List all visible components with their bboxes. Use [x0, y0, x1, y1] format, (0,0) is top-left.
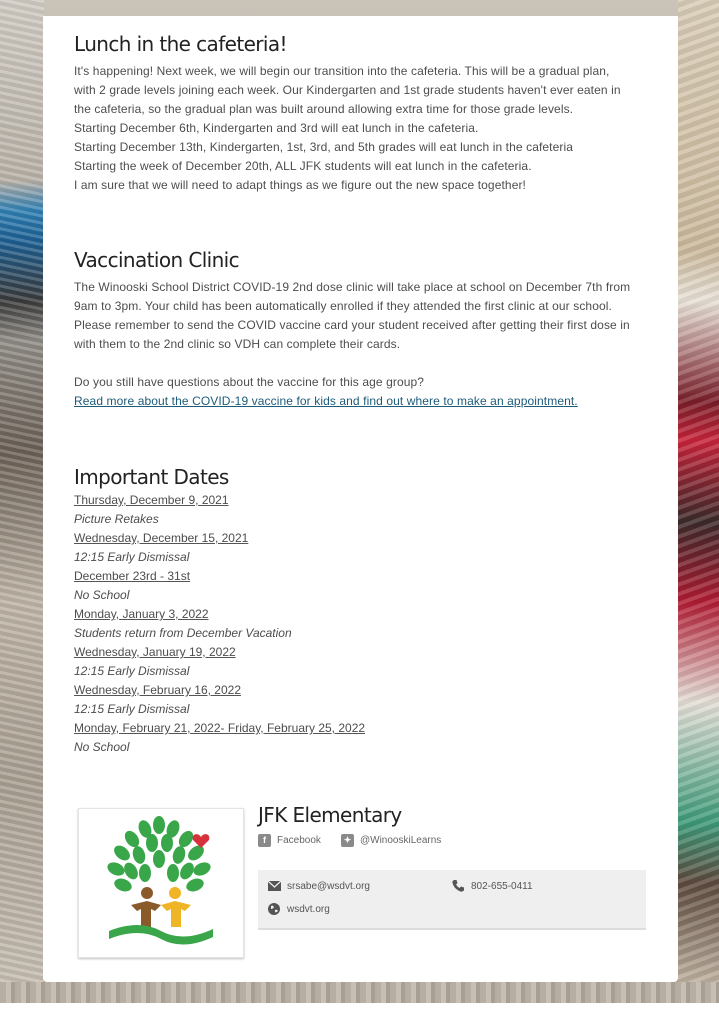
twitter-link[interactable] [341, 834, 441, 847]
event-item: No School [74, 588, 130, 602]
event-item: Students return from December Vacation [74, 626, 292, 640]
website-contact[interactable] [267, 903, 330, 915]
vaccination-line: The Winooski School District COVID-19 2nd dose clinic will take place at school on December 7th from [74, 280, 631, 294]
lunch-line: with 2 grade levels joining each week. Our Kindergarten and 1st grade students haven't ever eaten in [74, 83, 621, 97]
event-item: No School [74, 740, 130, 754]
important-dates-heading: Important Dates [74, 465, 229, 489]
email-text: srsabe@wsdvt.org [287, 880, 370, 892]
vaccination-section [74, 248, 630, 411]
school-logo [78, 808, 244, 958]
event-item: 12:15 Early Dismissal [74, 702, 190, 716]
lunch-heading: Lunch in the cafeteria! [74, 32, 287, 56]
lunch-line: I am sure that we will need to adapt things as we figure out the new space together! [74, 178, 526, 192]
facebook-link[interactable] [258, 834, 321, 847]
website-text: wsdvt.org [287, 903, 330, 915]
important-dates-section [74, 465, 365, 757]
email-contact[interactable] [267, 880, 370, 892]
background-pages-bottom [0, 982, 719, 1003]
lunch-section [74, 32, 621, 195]
lunch-line: It's happening! Next week, we will begin our transition into the cafeteria. This will be a gradual plan, [74, 64, 610, 78]
event-item: Picture Retakes [74, 512, 159, 526]
lunch-line: Starting December 13th, Kindergarten, 1st, 3rd, and 5th grades will eat lunch in the cafeteria [74, 140, 574, 154]
phone-icon [451, 880, 465, 892]
date-item[interactable]: Wednesday, January 19, 2022 [74, 645, 236, 659]
date-item[interactable]: Monday, January 3, 2022 [74, 607, 209, 621]
globe-icon [267, 903, 281, 915]
facebook-icon: f [258, 834, 271, 847]
date-item[interactable]: Monday, February 21, 2022- Friday, February 25, 2022 [74, 721, 366, 735]
date-item[interactable]: Thursday, December 9, 2021 [74, 493, 229, 507]
date-item[interactable]: December 23rd - 31st [74, 569, 191, 583]
phone-text: 802-655-0411 [471, 880, 533, 892]
event-item: 12:15 Early Dismissal [74, 550, 190, 564]
background-books-right [678, 0, 719, 1003]
background-books-left [0, 0, 44, 1003]
envelope-icon [267, 880, 281, 892]
lunch-line: Starting the week of December 20th, ALL JFK students will eat lunch in the cafeteria. [74, 159, 532, 173]
vaccination-line: 9am to 3pm. Your child has been automatically enrolled if they attended the first clinic at our school. [74, 299, 612, 313]
contact-box [258, 870, 646, 930]
lunch-line: Starting December 6th, Kindergarten and 3rd will eat lunch in the cafeteria. [74, 121, 479, 135]
date-item[interactable]: Wednesday, December 15, 2021 [74, 531, 249, 545]
vaccination-line: with them to the 2nd clinic so VDH can complete their cards. [74, 337, 401, 351]
date-item[interactable]: Wednesday, February 16, 2022 [74, 683, 241, 697]
facebook-label: Facebook [277, 835, 321, 846]
event-item: 12:15 Early Dismissal [74, 664, 190, 678]
lunch-line: the cafeteria, so the gradual plan was built around allowing extra time for those grade levels. [74, 102, 574, 116]
twitter-icon: ✦ [341, 834, 354, 847]
twitter-label: @WinooskiLearns [360, 835, 442, 846]
vaccination-question: Do you still have questions about the vaccine for this age group? [74, 375, 425, 389]
vaccine-info-link[interactable]: Read more about the COVID-19 vaccine for kids and find out where to make an appointment. [74, 394, 578, 408]
vaccination-heading: Vaccination Clinic [74, 248, 240, 272]
tree-logo-icon [79, 809, 243, 957]
school-name: JFK Elementary [258, 803, 402, 827]
phone-contact[interactable] [451, 880, 533, 892]
vaccination-line: Please remember to send the COVID vaccine card your student received after getting their first dose in [74, 318, 630, 332]
